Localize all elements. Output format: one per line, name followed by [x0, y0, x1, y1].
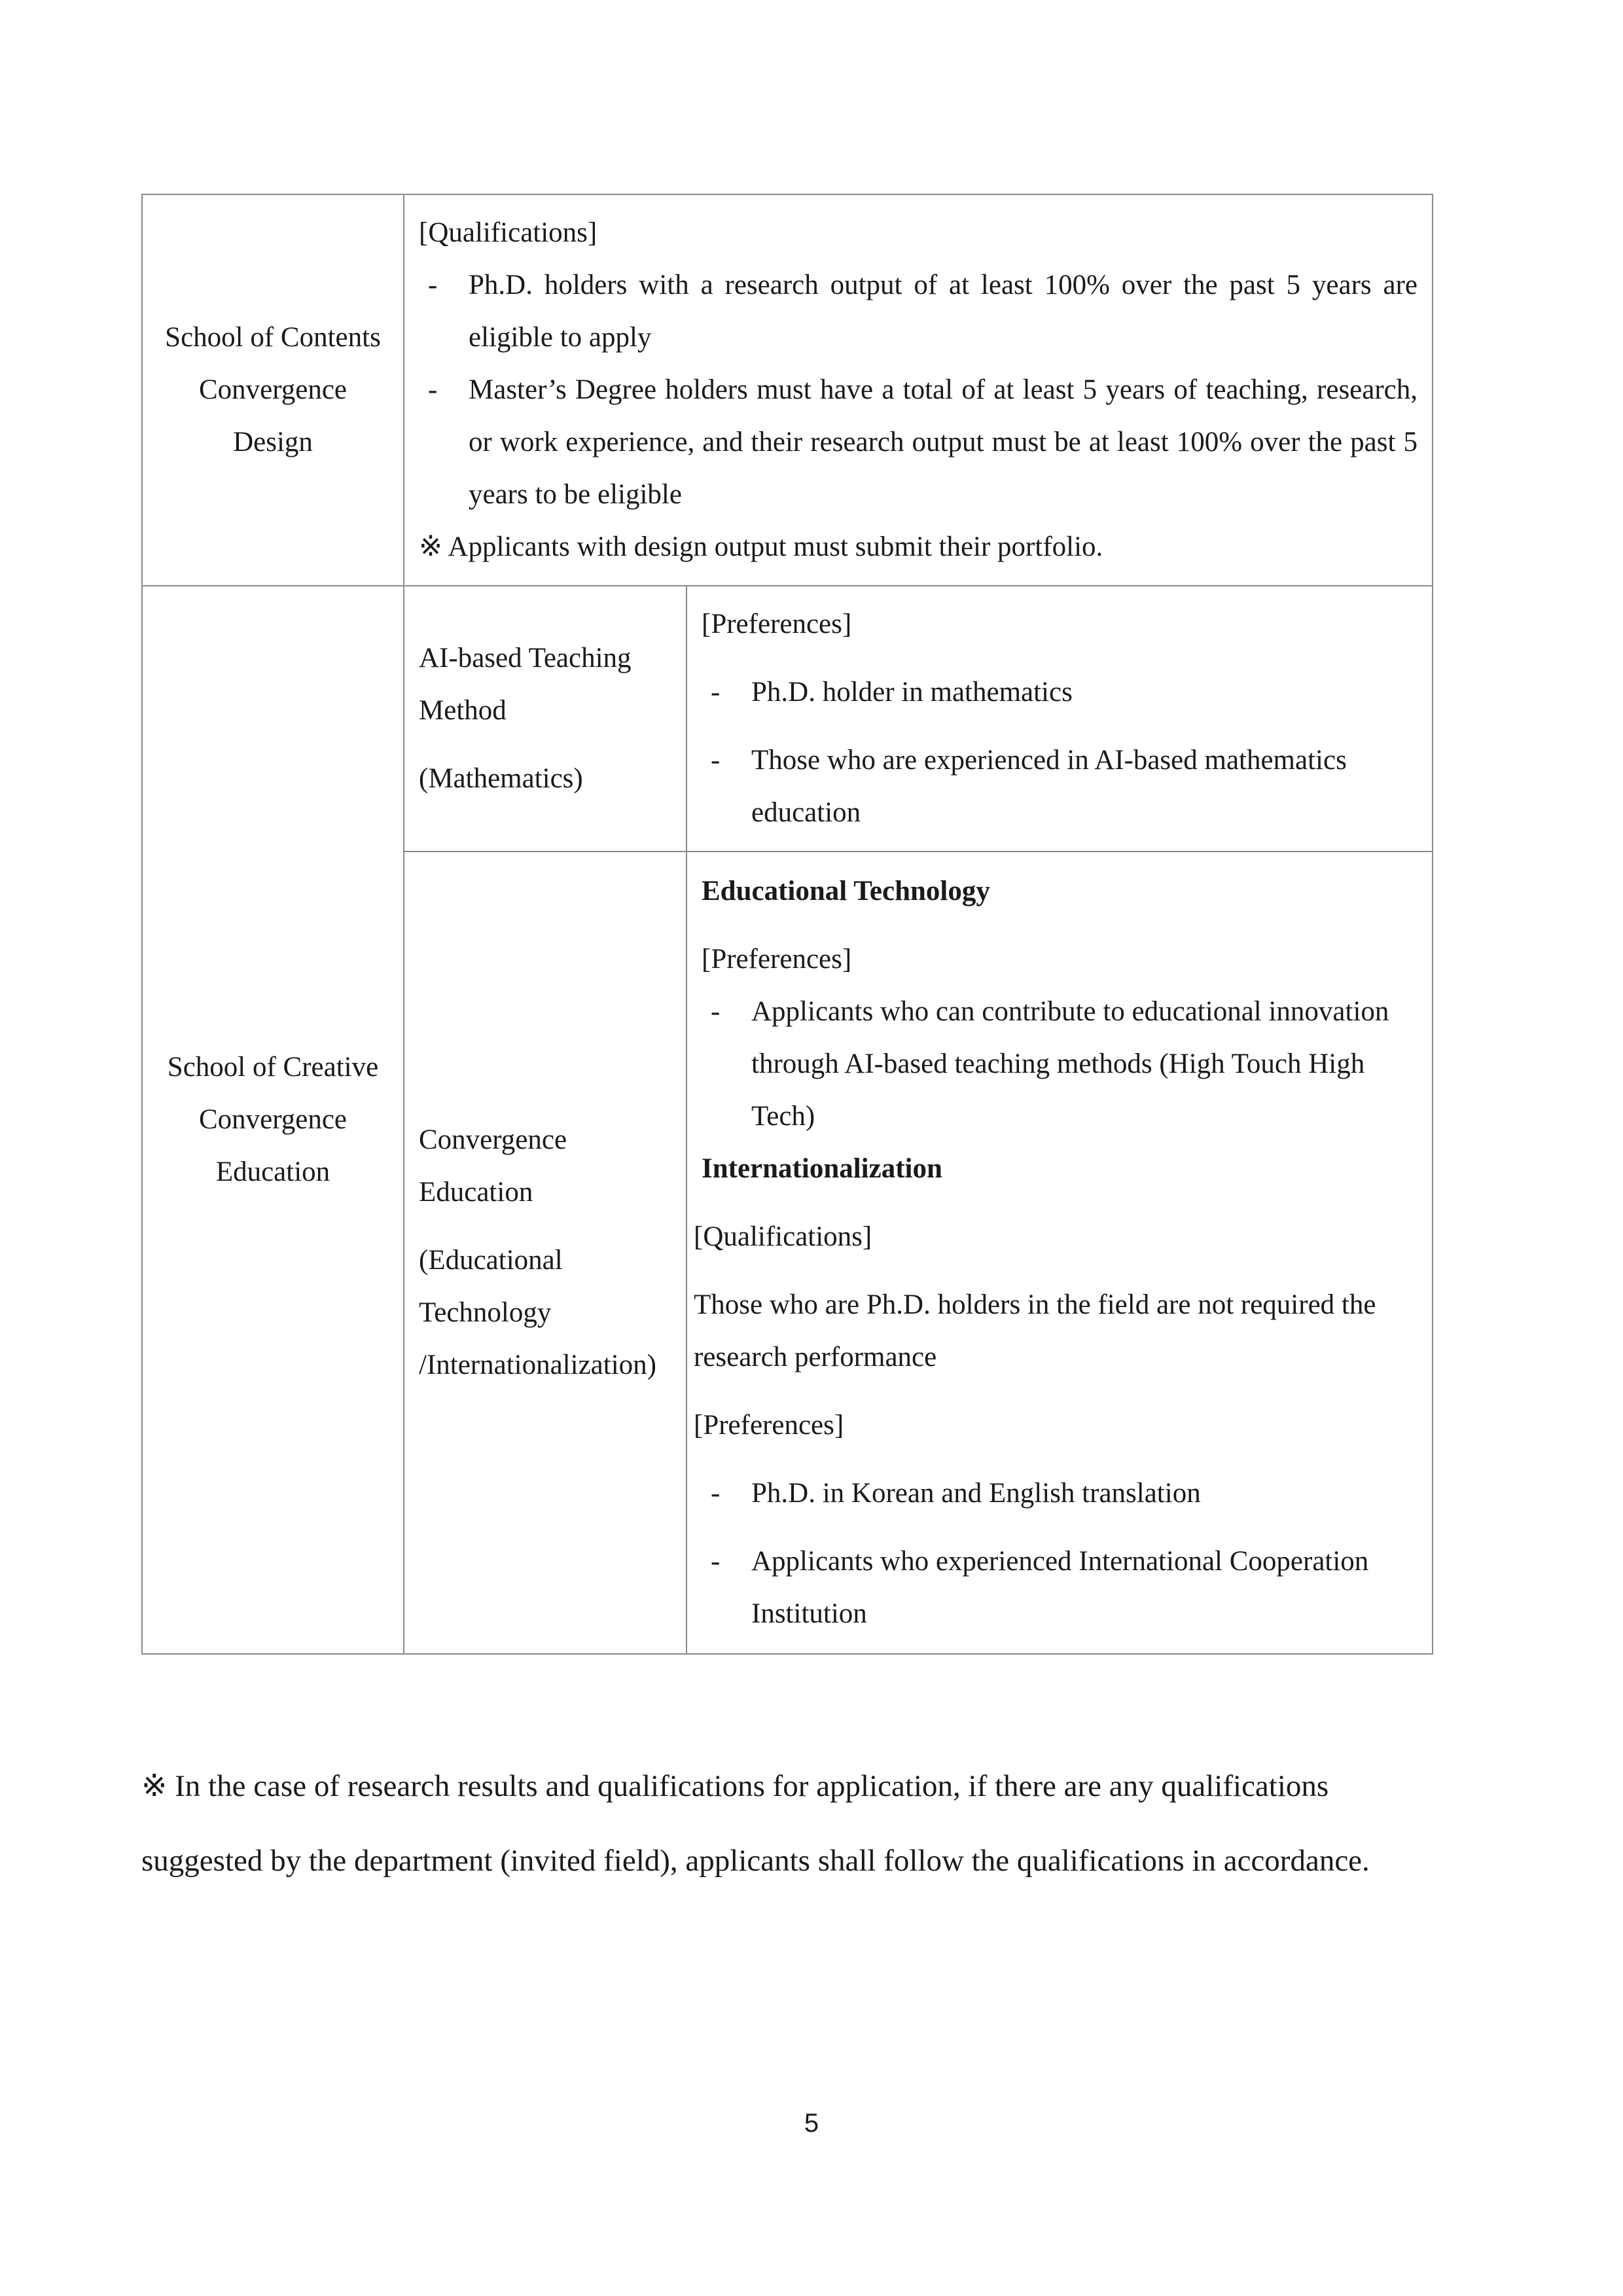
list-item: [702, 1467, 1418, 1520]
footnote-line: ※ In the case of research results and qualifications for application, if there are any qualifications: [141, 1769, 1329, 1803]
field-subject: (Mathematics): [419, 763, 583, 794]
school-name-line: Education: [215, 1157, 330, 1187]
dash-bullet: -: [711, 745, 721, 776]
footnote: [141, 1749, 1450, 1898]
list-item: [702, 734, 1418, 839]
school-name-line: School of Contents: [165, 322, 381, 353]
list-item-text: Ph.D. in Korean and English translation: [751, 1478, 1201, 1509]
list-item: [419, 259, 1418, 364]
qualifications-table: [141, 194, 1433, 1655]
dash-bullet: -: [428, 374, 438, 405]
list-item: [702, 986, 1418, 1143]
requirements-cell: [687, 586, 1433, 852]
school-name-line: Convergence: [198, 374, 348, 405]
list-item-text: Those who are experienced in AI-based mathematics education: [751, 745, 1347, 828]
school-name-line: Design: [233, 427, 313, 457]
footnote-line: suggested by the department (invited field), applicants shall follow the qualifications in accordance.: [141, 1844, 1370, 1878]
list-item-text: Ph.D. holder in mathematics: [751, 677, 1073, 708]
list-item-text: Applicants who experienced International Cooperation Institution: [751, 1546, 1369, 1629]
field-subject-line: (Educational: [419, 1245, 563, 1276]
dash-bullet: -: [711, 677, 721, 708]
list-item-text: Master’s Degree holders must have a total of at least 5 years of teaching, research, or work experience, and their research output must be at least 100% over the past 5 years to be eligible: [469, 374, 1418, 510]
dash-bullet: -: [711, 1546, 721, 1577]
field-name-line: Convergence: [419, 1124, 567, 1155]
school-name-cell: [142, 194, 404, 586]
list-item: [702, 666, 1418, 719]
section-title: Educational Technology: [702, 876, 990, 906]
school-name-line: Convergence: [198, 1104, 348, 1135]
preferences-heading: [Preferences]: [702, 944, 852, 975]
table-row: [142, 194, 1433, 586]
field-subject-line: /Internationalization): [419, 1350, 656, 1380]
requirements-cell: [404, 194, 1433, 586]
preferences-heading: [Preferences]: [694, 1410, 844, 1441]
preferences-heading: [Preferences]: [702, 609, 852, 639]
table-row: [142, 586, 1433, 852]
school-name-cell: [142, 586, 404, 1654]
dash-bullet: -: [711, 996, 721, 1027]
school-name-line: School of Creative: [167, 1052, 379, 1083]
qualifications-heading: [Qualifications]: [694, 1221, 872, 1252]
requirements-cell: [687, 852, 1433, 1654]
field-name-cell: [404, 586, 687, 852]
field-name-line: AI-based Teaching: [419, 643, 632, 673]
dash-bullet: -: [428, 270, 438, 300]
field-name-line: Education: [419, 1177, 533, 1208]
qualifications-text: Those who are Ph.D. holders in the field are not required the research performance: [694, 1289, 1376, 1372]
qualifications-heading: [Qualifications]: [419, 217, 597, 248]
list-item-text: Applicants who can contribute to educational innovation through AI-based teaching methods (High Touch High Tech): [751, 996, 1389, 1132]
list-item: [702, 1535, 1418, 1640]
list-item: [419, 364, 1418, 521]
section-title: Internationalization: [702, 1153, 942, 1184]
field-name-line: Method: [419, 695, 507, 726]
portfolio-note: ※ Applicants with design output must submit their portfolio.: [419, 531, 1103, 562]
field-name-cell: [404, 852, 687, 1654]
page-number: 5: [804, 2109, 819, 2138]
dash-bullet: -: [711, 1478, 721, 1509]
list-item-text: Ph.D. holders with a research output of at least 100% over the past 5 years are eligible to apply: [469, 270, 1418, 353]
field-subject-line: Technology: [419, 1297, 552, 1328]
